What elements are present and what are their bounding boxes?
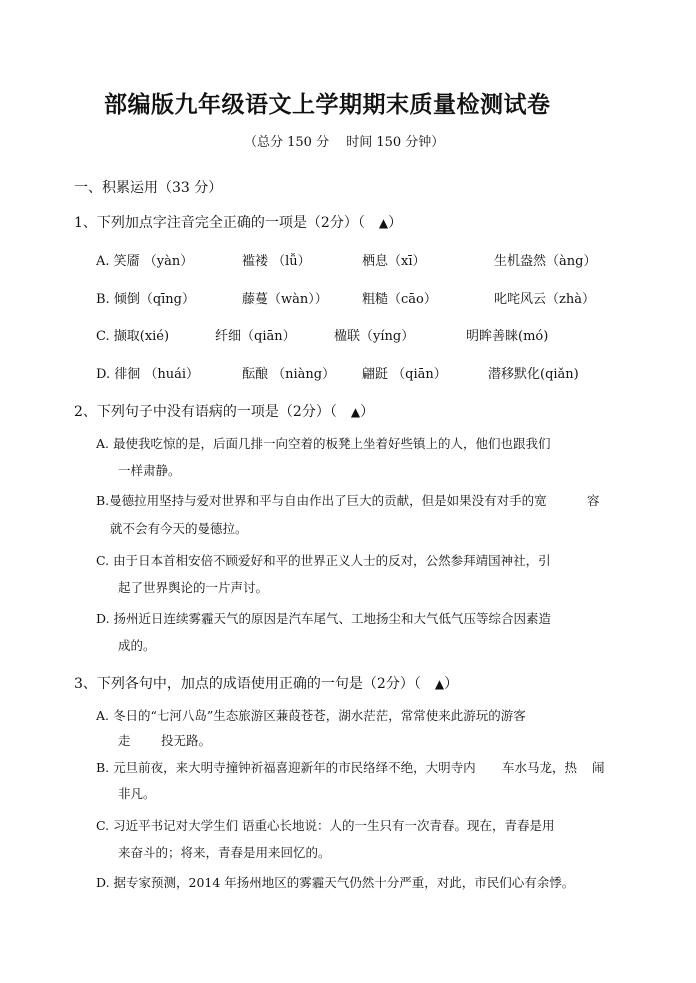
q3-option-b-line-1-mid: 车水马龙，热 (502, 760, 578, 775)
q1-option-c-word-3: 楹联（yíng） (334, 329, 415, 344)
answer-triangle-icon: ▲ (378, 216, 389, 230)
q1-option-a-word-4: 生机盎然（àng） (494, 254, 597, 269)
question-2-close: ） (360, 404, 375, 420)
q2-option-b-line-1-tail: 容 (587, 493, 600, 508)
q3-option-a-line-1: A. 冬日的“七河八岛”生态旅游区蒹葭苍苍，湖水茫茫，常常使来此游玩的游客 (96, 708, 526, 723)
question-2-stem (74, 401, 374, 421)
question-3-close: ） (444, 676, 459, 692)
q3-option-b-line-1-tail: 闹 (592, 760, 605, 775)
q1-option-a-word-1: A. 笑靥 （yàn） (96, 254, 194, 269)
page-subtitle: （总分 150 分 时间 150 分钟） (244, 135, 445, 150)
q2-option-a-line-2: 一样肃静。 (118, 463, 181, 478)
q1-option-a-word-2: 褴褛 （lǚ） (242, 254, 311, 269)
question-3-stem (74, 673, 458, 693)
q2-option-c-line-2: 起了世界舆论的一片声讨。 (118, 580, 269, 595)
q2-option-b-line-1: B.曼德拉用坚持与爱对世界和平与自由作出了巨大的贡献，但是如果没有对手的宽 (96, 493, 547, 508)
question-1-text: 1、下列加点字注音完全正确的一项是（2分）（ (74, 215, 379, 231)
q1-option-d-word-2: 酝酿 （niàng） (242, 367, 336, 382)
q2-option-c-line-1: C. 由于日本首相安倍不顾爱好和平的世界正义人士的反对，公然参拜靖国神社，引 (96, 553, 551, 568)
question-3-text: 3、下列各句中，加点的成语使用正确的一句是（2分）（ (74, 676, 435, 692)
q1-option-a-word-3: 栖息（xī） (362, 254, 426, 269)
q1-option-b-word-2: 藤蔓（wàn）） (242, 292, 328, 307)
q3-option-b-line-2: 非凡。 (118, 786, 156, 801)
q1-option-c-word-1: C. 撷取(xié) (96, 329, 170, 344)
q1-option-c-word-4: 明眸善睐(mó) (466, 329, 549, 344)
page-title: 部编版九年级语文上学期期末质量检测试卷 (104, 91, 551, 118)
answer-triangle-icon: ▲ (434, 677, 445, 691)
q3-option-c-line-1: C. 习近平书记对大学生们 语重心长地说：人的一生只有一次青春。现在，青春是用 (96, 818, 555, 833)
question-1-close: ） (388, 215, 403, 231)
q3-option-b-line-1: B. 元旦前夜，来大明寺撞钟祈福喜迎新年的市民络绎不绝，大明寺内 (96, 760, 476, 775)
q1-option-d-word-4: 潜移默化(qiǎn) (488, 367, 579, 382)
q2-option-a-line-1: A. 最使我吃惊的是，后面几排一向空着的板凳上坐着好些镇上的人，他们也跟我们 (96, 436, 551, 451)
answer-triangle-icon: ▲ (350, 405, 361, 419)
q1-option-b-word-4: 叱咤风云（zhà） (494, 292, 595, 307)
section-heading: 一、积累运用（33 分） (74, 180, 223, 196)
question-1-stem (74, 212, 402, 232)
question-2-text: 2、下列句子中没有语病的一项是（2分）（ (74, 404, 351, 420)
q2-option-b-line-2: 就不会有今天的曼德拉。 (110, 521, 248, 536)
q2-option-d-line-2: 成的。 (118, 638, 156, 653)
q1-option-b-word-1: B. 倾倒（qīng） (96, 292, 195, 307)
q1-option-c-word-2: 纤细（qiān） (215, 329, 296, 344)
q3-option-d-line-1: D. 据专家预测，2014 年扬州地区的雾霾天气仍然十分严重，对此，市民们心有余悸。 (96, 875, 575, 890)
q3-option-c-line-2: 来奋斗的；将来，青春是用来回忆的。 (118, 845, 331, 860)
q2-option-d-line-1: D. 扬州近日连续雾霾天气的原因是汽车尾气、工地扬尘和大气低气压等综合因素造 (96, 611, 552, 626)
q3-option-a-line-2-start: 走 (118, 733, 131, 748)
q1-option-d-word-3: 翩跹 （qiān） (362, 367, 447, 382)
q1-option-d-word-1: D. 徘徊 （huái） (96, 367, 200, 382)
q3-option-a-line-2-rest: 投无路。 (161, 733, 212, 748)
q1-option-b-word-3: 粗糙（cāo） (362, 292, 437, 307)
